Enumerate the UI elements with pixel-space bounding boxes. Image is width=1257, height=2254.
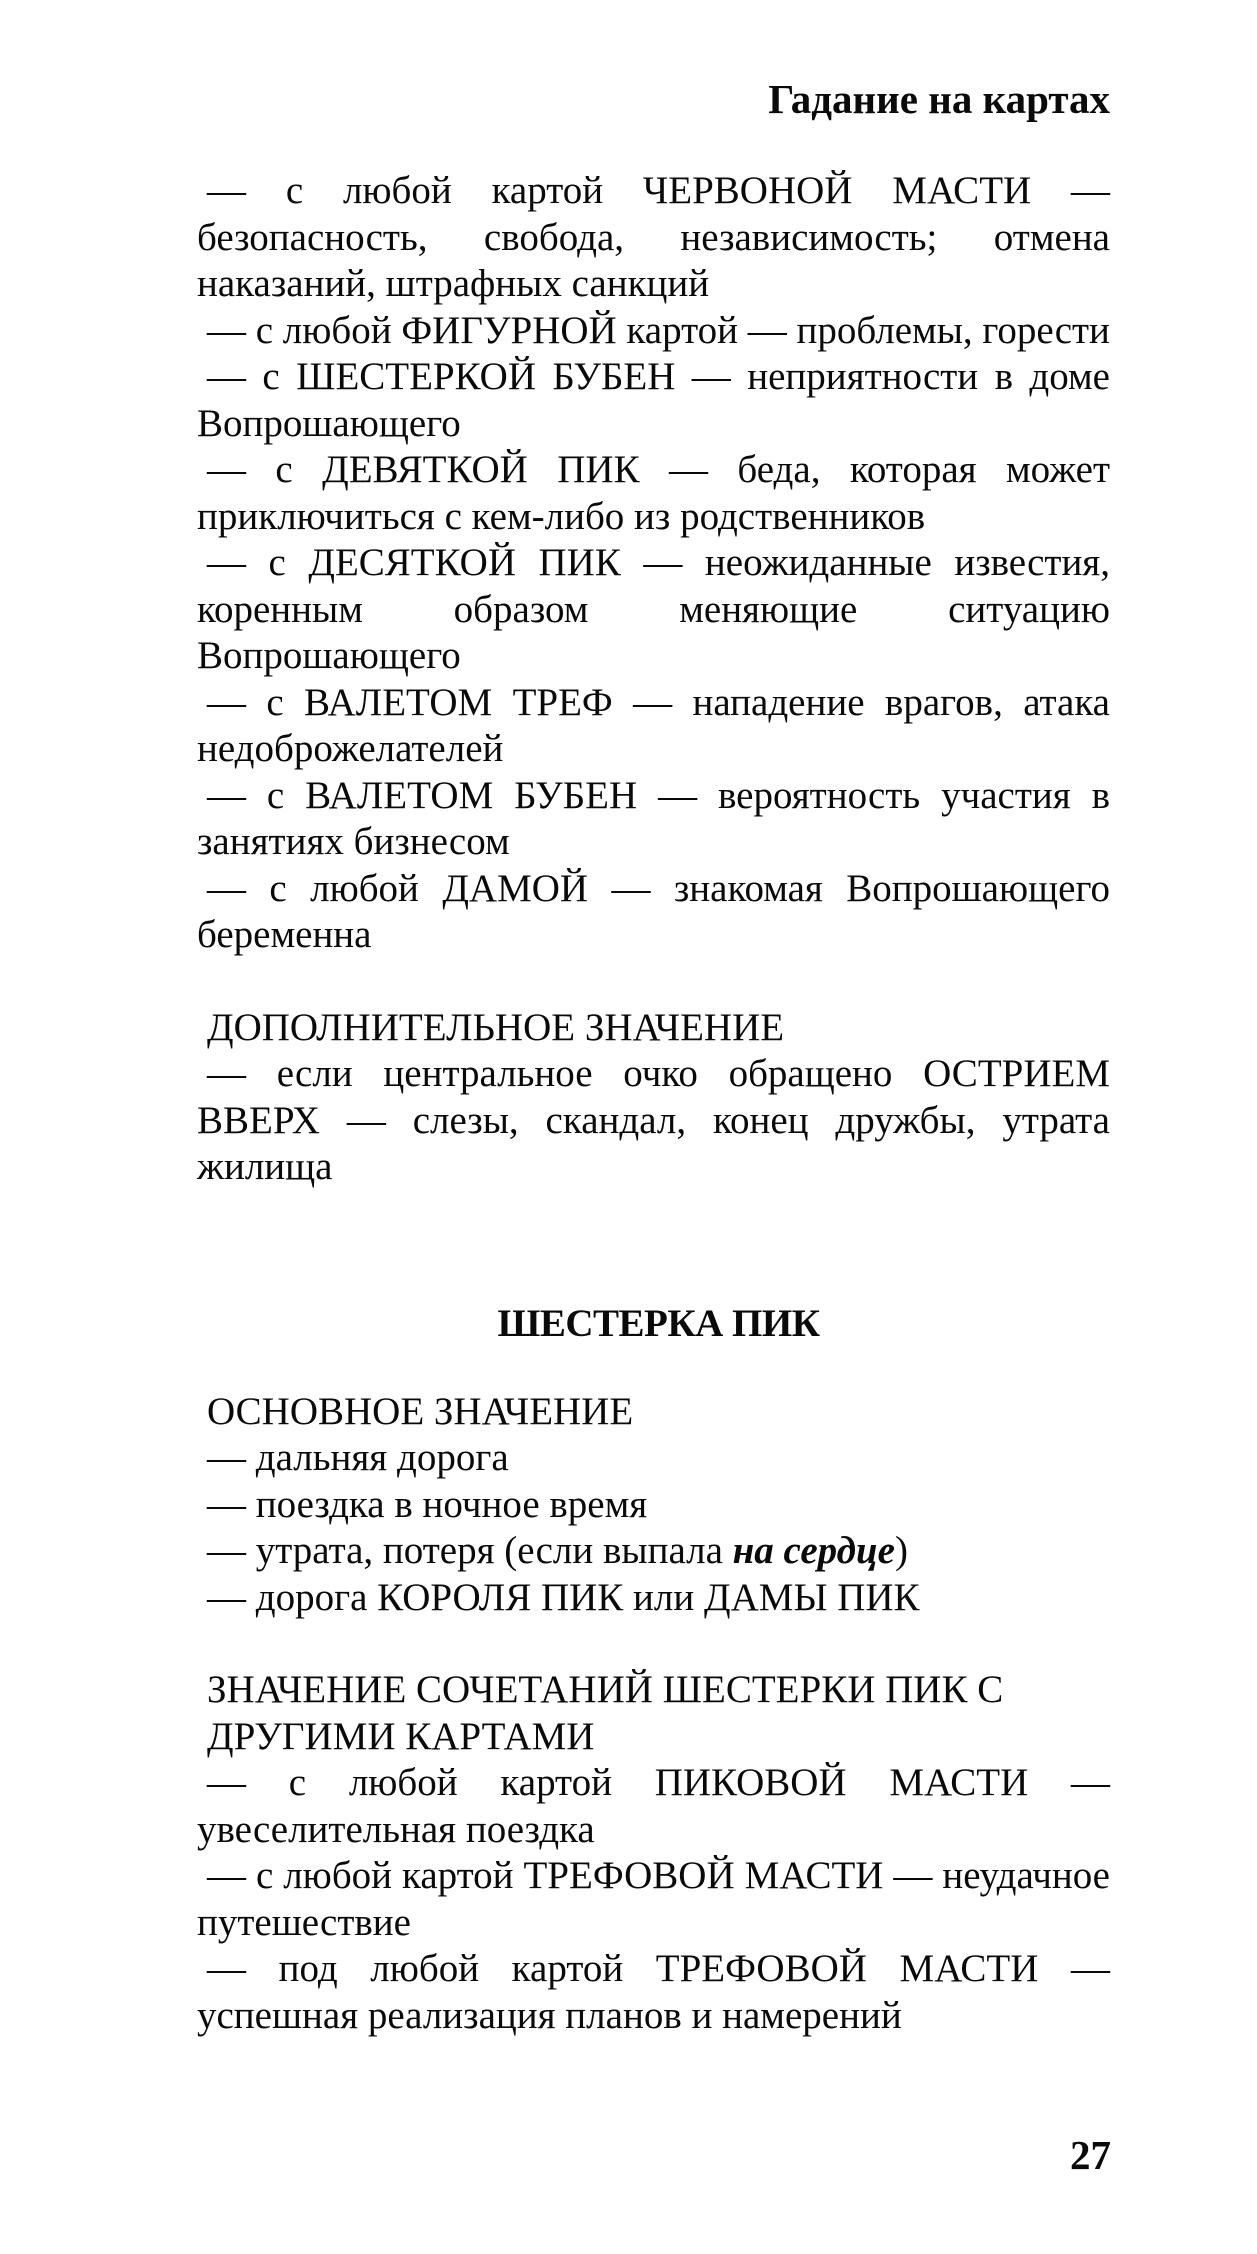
combination-entry: — с любой картой ТРЕФОВОЙ МАСТИ — неудачное путешествие — [197, 1854, 1110, 1944]
page-body — [197, 168, 1110, 2039]
card-title: ШЕСТЕРКА ПИК — [497, 1301, 820, 1345]
list-item — [207, 1528, 1110, 1575]
combination-entry: — с ВАЛЕТОМ ТРЕФ — нападение врагов, атака недоброжелателей — [197, 680, 1110, 770]
combination-entry: — с ДЕСЯТКОЙ ПИК — неожиданные известия, коренным образом меняющие ситуацию Вопрошающего — [197, 541, 1110, 677]
page-number: 27 — [1070, 2132, 1111, 2178]
combination-entry: — с ДЕВЯТКОЙ ПИК — беда, которая может приключиться с кем-либо из родственников — [197, 448, 1110, 538]
combination-entry: — с ВАЛЕТОМ БУБЕН — вероятность участия в занятиях бизнесом — [197, 773, 1110, 863]
list-item: — поездка в ночное время — [207, 1482, 648, 1526]
basic-meaning-heading: ОСНОВНОЕ ЗНАЧЕНИЕ — [207, 1389, 634, 1433]
loss-prefix: — утрата, потеря (если выпала — [207, 1529, 733, 1572]
combination-entry: — с любой ДАМОЙ — знакомая Вопрошающего беременна — [197, 866, 1110, 956]
combination-entry: — с любой картой ПИКОВОЙ МАСТИ — увеселительная поездка — [197, 1761, 1110, 1851]
combination-entry: — под любой картой ТРЕФОВОЙ МАСТИ — успешная реализация планов и намерений — [197, 1947, 1110, 2037]
combination-entry: — с любой ФИГУРНОЙ картой — проблемы, горести — [207, 308, 1110, 352]
basic-meaning-list — [197, 1435, 1110, 1621]
loss-italic: на сердце — [732, 1529, 895, 1572]
additional-meaning-text: — если центральное очко обращено ОСТРИЕМ ВВЕРХ — слезы, скандал, конец дружбы, утрата жилища — [197, 1052, 1110, 1188]
list-item: — дорога КОРОЛЯ ПИК или ДАМЫ ПИК — [207, 1575, 920, 1619]
additional-meaning-heading: ДОПОЛНИТЕЛЬНОЕ ЗНАЧЕНИЕ — [207, 1005, 785, 1049]
combination-entry: — с ШЕСТЕРКОЙ БУБЕН — неприятности в доме Вопрошающего — [197, 355, 1110, 445]
running-head: Гадание на картах — [768, 76, 1110, 122]
combinations-heading: ЗНАЧЕНИЕ СОЧЕТАНИЙ ШЕСТЕРКИ ПИК С ДРУГИМИ КАРТАМИ — [207, 1668, 1004, 1758]
combination-entry: — с любой картой ЧЕРВОНОЙ МАСТИ — безопасность, свобода, независимость; отмена наказаний, штрафных санкций — [197, 169, 1110, 305]
list-item: — дальняя дорога — [207, 1436, 509, 1479]
loss-suffix: ) — [894, 1529, 908, 1572]
